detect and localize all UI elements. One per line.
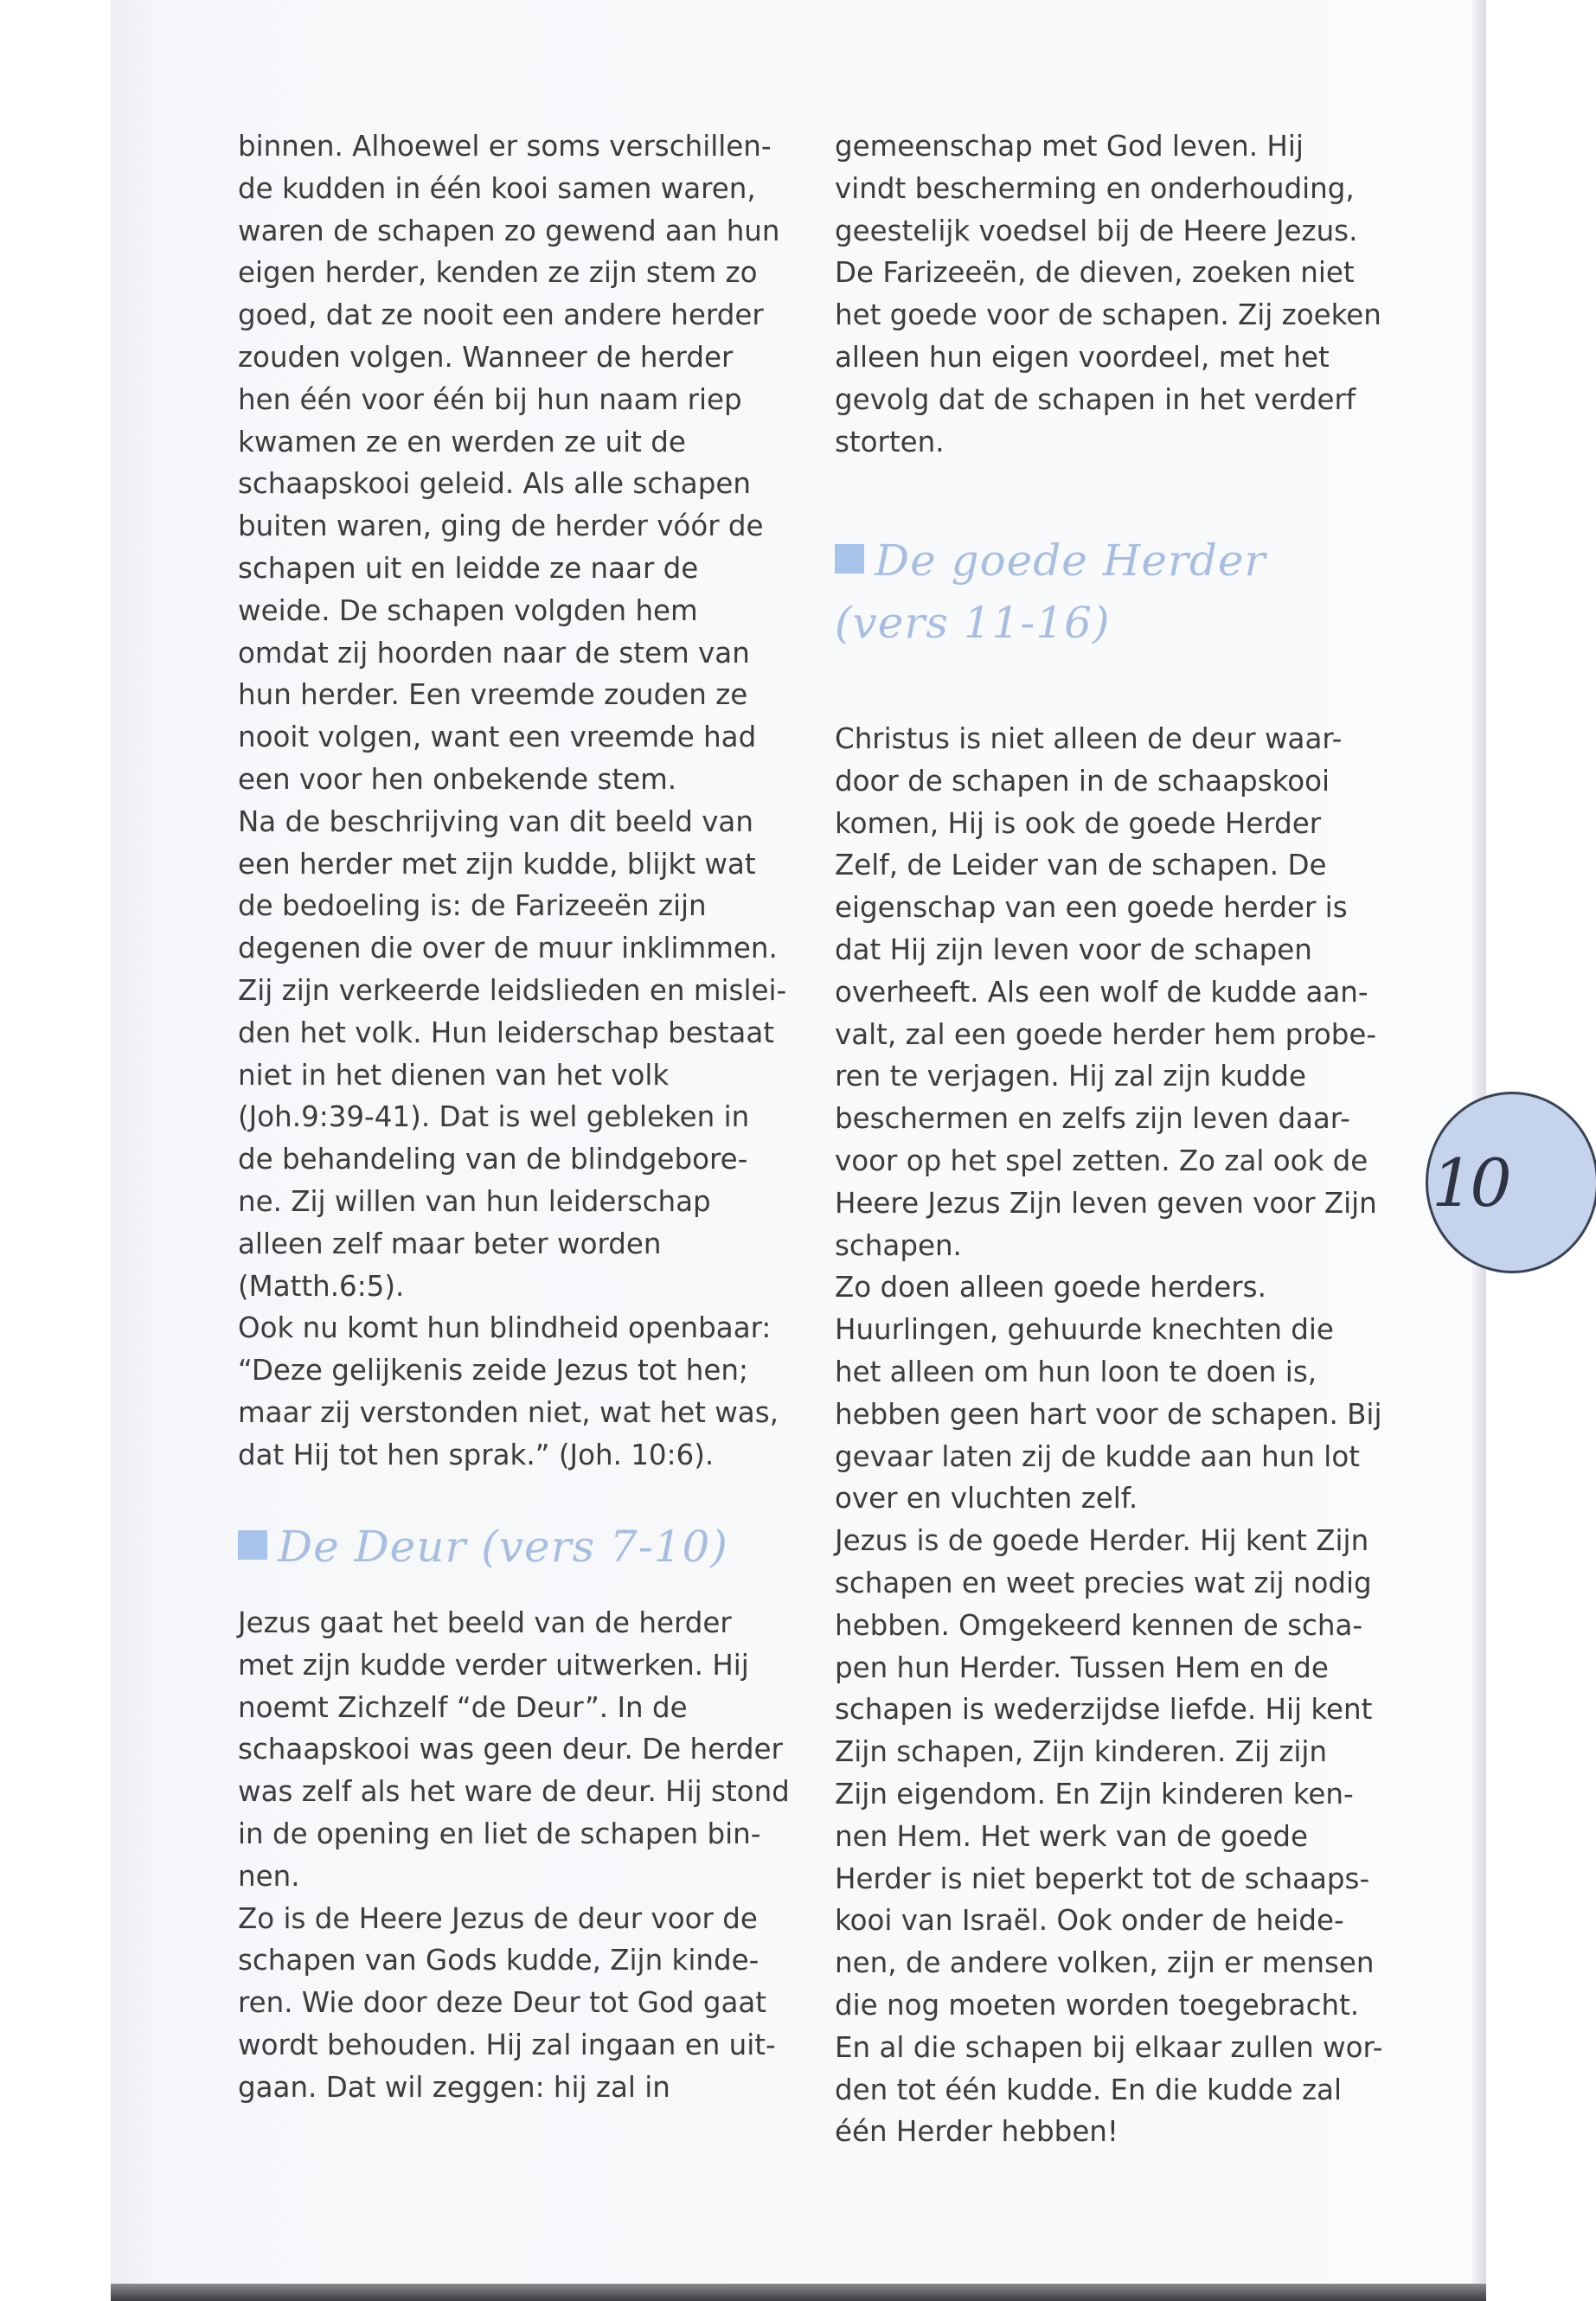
paragraph: Zo doen alleen goede herders. Huurlingen, gehuurde knechten die het alleen om hun loon te doen is, hebben geen hart voor de schapen. Bij gevaar laten zij de kudde aan hun lot over en vluchten zelf. — [835, 1271, 1382, 1516]
heading-text: De Deur (vers 7-10) — [278, 1522, 728, 1572]
paragraph: Jezus gaat het beeld van de herder met zijn kudde verder uitwerken. Hij noemt Zichzelf “de Deur”. In de schaapskooi was geen deur. De herder was zelf als het ware de deur. Hij stond in de opening en liet de schapen bin- nen. — [238, 1606, 790, 1893]
chapter-number: 10 — [1432, 1144, 1509, 1221]
left-column-text — [238, 125, 792, 1477]
heading-square-icon — [835, 544, 864, 574]
paragraph: Christus is niet alleen de deur waar- door de schapen in de schaapskooi komen, Hij is ook de goede Herder Zelf, de Leider van de schapen. De eigenschap van een goede herder is dat Hij zijn leven voor de schapen overheeft. Als een wolf de kudde aan- valt, zal een goede herder hem probe- ren te verjagen. Hij zal zijn kudde beschermen en zelfs zijn leven daar- voor op het spel zetten. Zo zal ook de Heere Jezus Zijn leven geven voor Zijn schapen. — [835, 722, 1377, 1262]
heading-text-line2: (vers 11-16) — [835, 598, 1111, 648]
paragraph: gemeenschap met God leven. Hij vindt bescherming en onderhouding, geestelijk voedsel bij de Heere Jezus. De Farizeeën, de dieven, zoeken niet het goede voor de schapen. Zij zoeken alleen hun eigen voordeel, met het gevolg dat de schapen in het verderf storten. — [835, 130, 1381, 458]
paragraph: Ook nu komt hun blindheid openbaar: “Deze gelijkenis zeide Jezus tot hen; maar zij verstonden niet, wat het was, dat Hij tot hen sprak.” (Joh. 10:6). — [238, 1311, 779, 1471]
paragraph: Na de beschrijving van dit beeld van een herder met zijn kudde, blijkt wat de bedoeling is: de Farizeeën zijn degenen die over de muur inklimmen. Zij zijn verkeerde leidslieden en mislei- den het volk. Hun leiderschap bestaat niet in het dienen van het volk (Joh.9:39-41). Dat is wel gebleken in de behandeling van de blindgebore- ne. Zij willen van hun leiderschap alleen zelf maar beter worden (Matth.6:5). — [238, 804, 787, 1303]
section-heading-deur — [238, 1516, 728, 1578]
right-column-herder-text — [835, 718, 1388, 2153]
heading-square-icon — [238, 1530, 267, 1560]
paragraph: Jezus is de goede Herder. Hij kent Zijn schapen en weet precies wat zij nodig hebben. Omgekeerd kennen de scha- pen hun Herder. Tussen Hem en de schapen is wederzijdse liefde. Hij kent Zijn schapen, Zijn kinderen. Zij zijn Zijn eigendom. En Zijn kinderen ken- nen Hem. Het werk van de goede Herder is niet beperkt tot de schaaps- kooi van Israël. Ook onder de heide- nen, de andere volken, zijn er mensen die nog moeten worden toegebracht. En al die schapen bij elkaar zullen wor- den tot één kudde. En die kudde zal één Herder hebben! — [835, 1524, 1383, 2149]
paragraph: Zo is de Heere Jezus de deur voor de schapen van Gods kudde, Zijn kinde- ren. Wie door deze Deur tot God gaat wordt behouden. Hij zal ingaan en uit- gaan. Dat wil zeggen: hij zal in — [238, 1901, 776, 2104]
right-column-text — [835, 125, 1388, 463]
left-column-deur-text — [238, 1602, 792, 2109]
paragraph: binnen. Alhoewel er soms verschillen- de kudden in één kooi samen waren, waren de schapen zo gewend aan hun eigen herder, kenden ze zijn stem zo goed, dat ze nooit een andere herder zouden volgen. Wanneer de herder hen één voor één bij hun naam riep kwamen ze en werden ze uit de schaapskooi geleid. Als alle schapen buiten waren, ging de herder vóór de schapen uit en leidde ze naar de weide. De schapen volgden hem omdat zij hoorden naar de stem van hun herder. Een vreemde zouden ze nooit volgen, want een vreemde had een voor hen onbekende stem. — [238, 130, 780, 796]
heading-text-line1: De goede Herder — [875, 535, 1266, 586]
page-bottom-edge — [111, 2284, 1486, 2301]
section-heading-goede-herder — [835, 529, 1266, 654]
